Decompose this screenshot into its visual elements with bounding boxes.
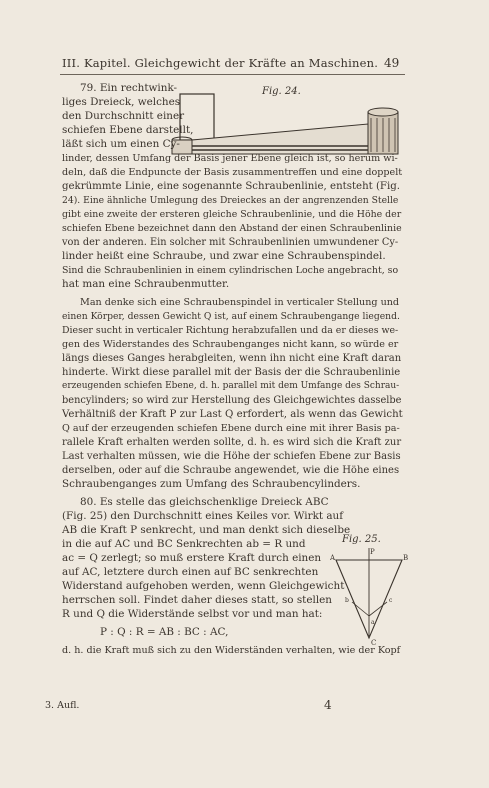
fig25-letter-c: c bbox=[389, 597, 393, 604]
text-line: den Durchschnitt einer bbox=[62, 110, 185, 122]
text-line: Last verhalten müssen, wie die Höhe der schiefen Ebene zur Basis bbox=[62, 451, 401, 462]
page-number: 49 bbox=[384, 56, 400, 70]
text-line: Sind die Schraubenlinien in einem cylindrischen Loche angebracht, so bbox=[62, 265, 399, 276]
running-header: III. Kapitel. Gleichgewicht der Kräfte an Maschinen. bbox=[62, 56, 379, 70]
text-line: gen des Widerstandes des Schraubenganges nicht kann, so würde er bbox=[62, 339, 399, 350]
text-line: 79. Ein rechtwink- bbox=[80, 82, 178, 94]
fig24-drawing bbox=[168, 88, 403, 160]
fig25-letter-C: C bbox=[371, 639, 377, 646]
text-line: gibt eine zweite der ersteren gleiche Schraubenlinie, und die Höhe der bbox=[62, 209, 402, 220]
text-line: rallele Kraft erhalten werden sollte, d. h. es wird sich die Kraft zur bbox=[62, 437, 402, 448]
text-line: hat man eine Schraubenmutter. bbox=[62, 278, 230, 290]
text-line: in die auf AC und BC Senkrechten ab = R und bbox=[62, 538, 306, 550]
text-line: 80. Es stelle das gleichschenklige Dreieck ABC bbox=[80, 496, 329, 508]
text-line: 24). Eine ähnliche Umlegung des Dreieckes an der angrenzenden Stelle bbox=[62, 195, 399, 206]
text-line: derselben, oder auf die Schraube angewendet, wie die Höhe eines bbox=[62, 465, 400, 476]
text-line: Widerstand aufgehoben werden, wenn Gleichgewicht bbox=[62, 580, 345, 592]
text-line: liges Dreieck, welches bbox=[62, 96, 181, 108]
text-line: Dieser sucht in verticaler Richtung herabzufallen und da er dieses we- bbox=[62, 325, 399, 336]
text-line: Q auf der erzeugenden schiefen Ebene durch eine mit ihrer Basis pa- bbox=[62, 423, 400, 434]
fig25-letter-b: b bbox=[345, 597, 349, 604]
text-line: d. h. die Kraft muß sich zu den Widerständen verhalten, wie der Kopf bbox=[62, 645, 401, 656]
fig25-letter-A: A bbox=[330, 554, 336, 562]
text-line: Schraubenganges zum Umfang des Schraubencylinders. bbox=[62, 478, 361, 490]
fig25-letter-B: B bbox=[403, 554, 409, 562]
header-rule bbox=[60, 74, 405, 75]
text-line: läßt sich um einen Cy- bbox=[62, 138, 180, 150]
text-line: linder, dessen Umfang der Basis jener Ebene gleich ist, so herum wi- bbox=[62, 153, 398, 164]
text-line: AB die Kraft P senkrecht, und man denkt sich dieselbe bbox=[62, 524, 351, 536]
text-line: gekrümmte Linie, eine sogenannte Schraubenlinie, entsteht (Fig. bbox=[62, 181, 401, 192]
text-line: bencylinders; so wird zur Herstellung des Gleichgewichtes dasselbe bbox=[62, 395, 402, 406]
text-line: einen Körper, dessen Gewicht Q ist, auf einem Schraubengange liegend. bbox=[62, 311, 400, 322]
text-line: deln, daß die Endpuncte der Basis zusammentreffen und eine doppelt bbox=[62, 167, 403, 178]
formula-line: P : Q : R = AB : BC : AC, bbox=[100, 626, 229, 638]
fig24-label: Fig. 24. bbox=[262, 86, 301, 97]
text-line: herrschen soll. Findet daher dieses statt, so stellen bbox=[62, 594, 332, 606]
fig25-label: Fig. 25. bbox=[342, 534, 381, 545]
fig25-letter-P: P bbox=[370, 548, 375, 556]
fig25-drawing bbox=[330, 546, 410, 646]
text-line: Verhältniß der Kraft P zur Last Q erfordert, als wenn das Gewicht bbox=[62, 409, 403, 420]
fig25-letter-a: a bbox=[371, 619, 375, 626]
text-line: auf AC, letztere durch einen auf BC senkrechten bbox=[62, 566, 319, 578]
text-line: ac = Q zerlegt; so muß erstere Kraft durch einen bbox=[62, 552, 322, 564]
text-line: linder heißt eine Schraube, und zwar eine Schraubenspindel. bbox=[62, 250, 386, 262]
text-line: Man denke sich eine Schraubenspindel in verticaler Stellung und bbox=[80, 297, 400, 308]
text-line: schiefen Ebene bezeichnet dann den Abstand der einen Schraubenlinie bbox=[62, 223, 402, 234]
text-line: hinderte. Wirkt diese parallel mit der Basis der die Schraubenlinie bbox=[62, 367, 401, 378]
text-line: R und Q die Widerstände selbst vor und man hat: bbox=[62, 608, 323, 620]
printer-signature: 3. Aufl. bbox=[45, 700, 80, 711]
text-line: längs dieses Ganges herabgleiten, wenn ihn nicht eine Kraft daran bbox=[62, 353, 402, 364]
text-line: (Fig. 25) den Durchschnitt eines Keiles vor. Wirkt auf bbox=[62, 510, 344, 522]
text-line: schiefen Ebene darstellt, bbox=[62, 124, 194, 136]
sheet-number: 4 bbox=[324, 698, 332, 712]
text-line: von der anderen. Ein solcher mit Schraubenlinien umwundener Cy- bbox=[62, 237, 399, 248]
text-line: erzeugenden schiefen Ebene, d. h. parallel mit dem Umfange des Schrau- bbox=[62, 381, 400, 391]
